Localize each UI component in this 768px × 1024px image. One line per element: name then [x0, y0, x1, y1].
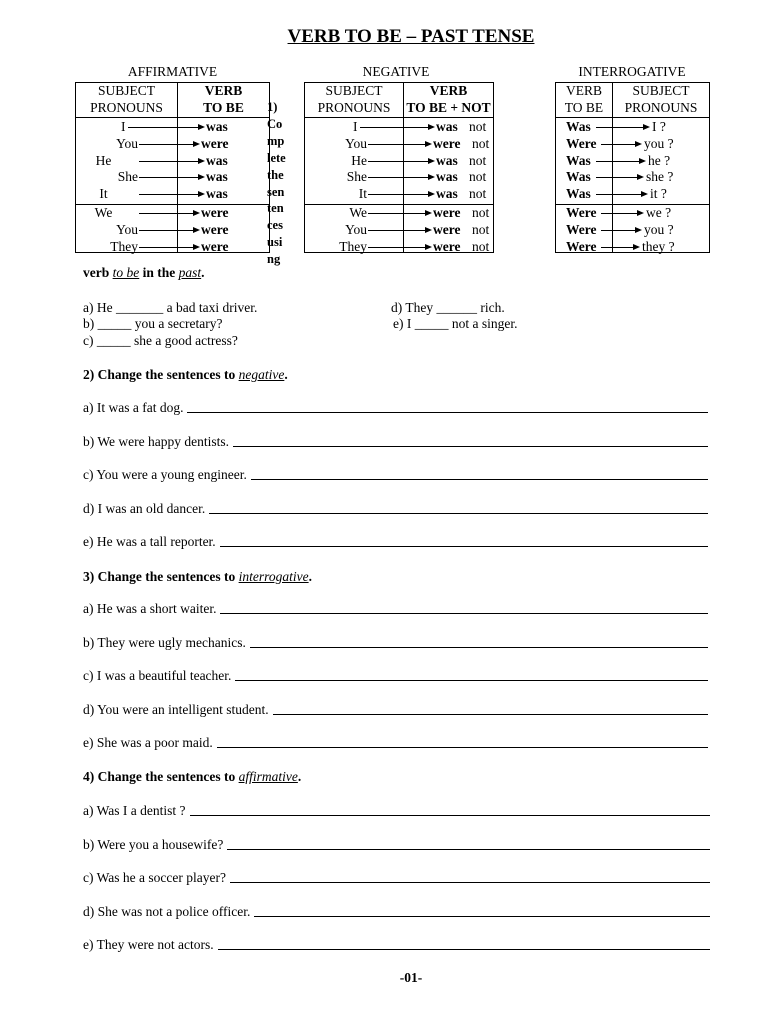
vertical-heading-fragment: ng [267, 252, 281, 267]
verb-to-be: Were [566, 238, 597, 254]
subject-pronoun: he ? [648, 152, 671, 168]
affirmative-header-col1-line1: SUBJECT [97, 83, 155, 98]
interrogative-row [556, 153, 709, 170]
answer-line[interactable] [209, 513, 708, 514]
verb-to-be: were [201, 135, 229, 151]
subject-pronoun: I ? [652, 119, 666, 134]
verb-to-be: was [436, 169, 458, 185]
affirmative-caption: AFFIRMATIVE [127, 64, 218, 79]
ex1-item-d: d) They ______ rich. [391, 300, 505, 315]
verb-to-be: were [201, 221, 229, 237]
answer-line[interactable] [190, 815, 710, 816]
interrogative-header-col1 [556, 83, 612, 116]
affirmative-header-col1-line2: PRONOUNS [90, 99, 163, 115]
verb-to-be: was [206, 152, 228, 168]
verb-to-be: Were [566, 221, 597, 237]
ex2-heading-period: . [284, 367, 288, 382]
sentence-text: d) You were an intelligent student. [83, 701, 269, 717]
interrogative-header-col2-line2: PRONOUNS [624, 99, 698, 115]
ex1-tail-text: verb [83, 265, 113, 280]
subject-pronoun: He [95, 152, 112, 168]
answer-line[interactable] [217, 747, 708, 748]
negative-row [305, 222, 493, 239]
answer-line[interactable] [220, 613, 708, 614]
ex1-tail-text-2: in the [139, 265, 179, 280]
ex3-heading-period: . [308, 569, 312, 584]
negative-table [304, 82, 494, 253]
interrogative-row [556, 169, 709, 186]
subject-pronoun: She [117, 169, 138, 185]
verb-to-be: were [433, 135, 461, 151]
vertical-heading-fragment: the [267, 167, 284, 182]
exercise-1-heading-tail [83, 265, 205, 281]
ex1-tail-to-be: to be [112, 265, 140, 280]
ex4-heading-text: 4) Change the sentences to [83, 769, 239, 784]
verb-to-be: was [436, 152, 458, 168]
interrogative-row [556, 222, 709, 239]
not-word: not [472, 221, 490, 237]
subject-pronoun: It [358, 186, 367, 202]
answer-line[interactable] [187, 412, 708, 413]
interrogative-header-col1-line1: VERB [565, 83, 602, 98]
verb-to-be: Was [566, 119, 591, 134]
verb-to-be: Was [566, 186, 591, 202]
ex3-item [83, 700, 708, 718]
answer-line[interactable] [230, 882, 710, 883]
verb-to-be: was [206, 169, 228, 185]
subject-pronoun: You [345, 135, 367, 151]
affirmative-row [76, 205, 269, 222]
subject-pronoun: You [116, 135, 138, 151]
verb-to-be: Were [566, 135, 597, 151]
ex2-item [83, 532, 708, 550]
sentence-text: e) They were not actors. [83, 937, 214, 952]
subject-pronoun: she ? [646, 169, 674, 185]
subject-pronoun: We [94, 205, 113, 220]
affirmative-header-col2-line2: TO BE [203, 99, 244, 115]
ex4-heading-period: . [297, 769, 302, 784]
subject-pronoun: She [346, 169, 367, 185]
ex4-item [83, 935, 710, 953]
ex4-item [83, 902, 710, 920]
sentence-text: a) Was I a dentist ? [83, 803, 186, 818]
ex4-item [83, 801, 710, 819]
ex2-item [83, 499, 708, 517]
answer-line[interactable] [218, 949, 710, 950]
negative-header-col1-line2: PRONOUNS [317, 99, 391, 115]
ex4-heading-keyword: affirmative [238, 769, 298, 784]
negative-caption: NEGATIVE [362, 64, 430, 79]
negative-row [305, 186, 493, 203]
affirmative-row [76, 119, 269, 136]
affirmative-row [76, 153, 269, 170]
ex2-item [83, 465, 708, 483]
sentence-text: e) She was a poor maid. [83, 735, 213, 750]
subject-pronoun: you ? [644, 221, 674, 237]
verb-to-be: Was [566, 152, 591, 168]
subject-pronoun: They [110, 238, 138, 254]
ex3-item [83, 633, 708, 651]
sentence-text: d) I was an old dancer. [83, 500, 206, 516]
ex2-item [83, 432, 708, 450]
not-word: not [472, 205, 490, 220]
negative-row [305, 205, 493, 222]
subject-pronoun: you ? [644, 135, 674, 151]
negative-header-col2-line2: TO BE + NOT [406, 99, 491, 115]
ex2-heading-text: 2) Change the sentences to [83, 367, 239, 382]
vertical-heading-fragment: mp [267, 133, 285, 148]
sentence-text: c) I was a beautiful teacher. [83, 668, 232, 683]
affirmative-header-col2-line1: VERB [204, 83, 243, 98]
vertical-heading-fragment: usi [267, 235, 283, 250]
subject-pronoun: I [121, 119, 126, 134]
sentence-text: b) We were happy dentists. [83, 433, 230, 449]
sentence-text: a) He was a short waiter. [83, 601, 217, 616]
interrogative-row [556, 239, 709, 256]
verb-to-be: were [433, 205, 461, 220]
sentence-text: c) You were a young engineer. [83, 467, 247, 482]
interrogative-caption: INTERROGATIVE [578, 64, 686, 79]
subject-pronoun: they ? [642, 238, 675, 254]
not-word: not [469, 119, 487, 134]
subject-pronoun: You [116, 221, 138, 237]
subject-pronoun: it ? [650, 186, 667, 202]
verb-to-be: Were [566, 205, 597, 220]
interrogative-row [556, 119, 709, 136]
interrogative-header-col2-line1: SUBJECT [632, 83, 690, 98]
vertical-heading-fragment: sen [267, 184, 285, 199]
subject-pronoun: They [339, 238, 367, 254]
negative-row [305, 169, 493, 186]
negative-header-col2-line1: VERB [429, 83, 468, 98]
answer-line[interactable] [251, 479, 708, 480]
vertical-heading-fragment: ten [267, 201, 284, 216]
not-word: not [469, 152, 487, 168]
ex3-item [83, 733, 708, 751]
interrogative-header-col2 [613, 83, 709, 116]
ex1-item-b: b) _____ you a secretary? [83, 316, 223, 331]
interrogative-table [555, 82, 710, 253]
exercise-3-heading [83, 569, 312, 585]
vertical-heading-fragment: 1) [267, 100, 278, 114]
ex3-item [83, 599, 708, 617]
not-word: not [472, 135, 490, 151]
verb-to-be: was [436, 119, 458, 134]
affirmative-row [76, 136, 269, 153]
verb-to-be: were [201, 238, 229, 254]
ex1-tail-past: past [178, 265, 202, 280]
ex4-item [83, 868, 710, 886]
negative-row [305, 136, 493, 153]
affirmative-row [76, 239, 269, 256]
interrogative-row [556, 205, 709, 222]
interrogative-header-col1-line2: TO BE [564, 99, 604, 115]
sentence-text: a) It was a fat dog. [83, 400, 184, 415]
negative-row [305, 153, 493, 170]
exercise-2-heading [83, 367, 288, 383]
verb-to-be: were [433, 221, 461, 237]
affirmative-row [76, 222, 269, 239]
verb-to-be: was [206, 186, 228, 202]
negative-header-col2 [404, 83, 493, 116]
ex1-tail-period: . [201, 265, 205, 280]
affirmative-table [75, 82, 270, 253]
sentence-text: b) Were you a housewife? [83, 836, 224, 852]
page-number: -01- [399, 970, 423, 985]
affirmative-header-col1 [76, 83, 177, 116]
subject-pronoun: He [351, 152, 367, 168]
sentence-text: e) He was a tall reporter. [83, 534, 216, 549]
ex3-heading-text: 3) Change the sentences to [83, 569, 239, 584]
negative-row [305, 119, 493, 136]
ex2-item [83, 398, 708, 416]
ex1-item-e: e) I _____ not a singer. [393, 316, 518, 331]
answer-line[interactable] [254, 916, 710, 917]
verb-to-be: were [433, 238, 461, 254]
answer-line[interactable] [273, 714, 708, 715]
ex1-item-a: a) He _______ a bad taxi driver. [83, 300, 258, 315]
sentence-text: d) She was not a police officer. [83, 903, 251, 919]
answer-line[interactable] [233, 446, 708, 447]
negative-header-col1-line1: SUBJECT [325, 83, 383, 98]
interrogative-row [556, 186, 709, 203]
ex4-item [83, 835, 710, 853]
subject-pronoun: I [353, 119, 358, 134]
answer-line[interactable] [220, 546, 708, 547]
affirmative-row [76, 169, 269, 186]
subject-pronoun: You [345, 221, 367, 237]
ex2-heading-keyword: negative [238, 367, 285, 382]
not-word: not [469, 169, 487, 185]
not-word: not [472, 238, 490, 254]
ex3-item [83, 666, 708, 684]
answer-line[interactable] [227, 849, 710, 850]
interrogative-row [556, 136, 709, 153]
ex3-heading-keyword: interrogative [238, 569, 309, 584]
negative-header-col1 [305, 83, 403, 116]
vertical-heading-fragment: lete [267, 150, 286, 165]
affirmative-row [76, 186, 269, 203]
subject-pronoun: It [99, 186, 108, 202]
negative-row [305, 239, 493, 256]
ex1-item-c: c) _____ she a good actress? [83, 333, 238, 348]
verb-to-be: were [201, 205, 229, 220]
subject-pronoun: We [349, 205, 367, 220]
sentence-text: c) Was he a soccer player? [83, 870, 226, 885]
exercise-1-vertical-heading [267, 99, 293, 268]
answer-line[interactable] [235, 680, 708, 681]
exercise-4-heading [83, 769, 301, 785]
verb-to-be: Was [566, 169, 591, 185]
vertical-heading-fragment: Co [267, 116, 283, 131]
verb-to-be: was [206, 119, 228, 134]
subject-pronoun: we ? [646, 205, 672, 220]
answer-line[interactable] [250, 647, 708, 648]
vertical-heading-fragment: ces [267, 218, 283, 233]
not-word: not [469, 186, 487, 202]
sentence-text: b) They were ugly mechanics. [83, 634, 246, 650]
affirmative-header-col2 [178, 83, 269, 116]
page-title: VERB TO BE – PAST TENSE [287, 26, 535, 47]
verb-to-be: was [436, 186, 458, 202]
